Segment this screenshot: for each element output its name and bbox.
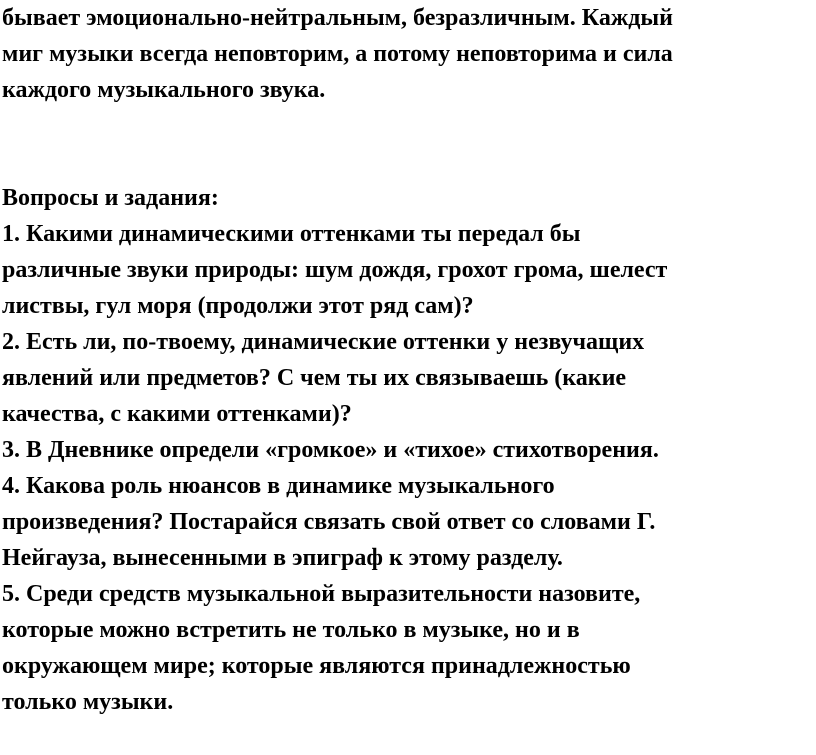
question-line: качества, с какими оттенками)? [2, 401, 352, 427]
questions-section [2, 180, 812, 720]
question-line: 1. Какими динамическими оттенками ты передал бы [2, 221, 581, 247]
question-line: листвы, гул моря (продолжи этот ряд сам)? [2, 293, 474, 319]
document-page [2, 0, 812, 720]
text-line: каждого музыкального звука. [2, 77, 326, 103]
questions-heading: Вопросы и задания: [2, 185, 219, 211]
text-line: миг музыки всегда неповторим, а потому неповторима и сила [2, 41, 673, 67]
question-line: которые можно встретить не только в музыке, но и в [2, 617, 580, 643]
question-line: 2. Есть ли, по-твоему, динамические оттенки у незвучащих [2, 329, 645, 355]
intro-paragraph [2, 0, 812, 108]
question-line: различные звуки природы: шум дождя, грохот грома, шелест [2, 257, 668, 283]
paragraph-gap [2, 108, 812, 180]
question-line: Нейгауза, вынесенными в эпиграф к этому разделу. [2, 545, 563, 571]
question-line: 4. Какова роль нюансов в динамике музыкального [2, 473, 555, 499]
text-line: бывает эмоционально-нейтральным, безразличным. Каждый [2, 5, 673, 31]
question-line: 5. Среди средств музыкальной выразительности назовите, [2, 581, 641, 607]
question-line: окружающем мире; которые являются принадлежностью [2, 653, 631, 679]
question-line: произведения? Постарайся связать свой ответ со словами Г. [2, 509, 656, 535]
question-line: явлений или предметов? С чем ты их связываешь (какие [2, 365, 627, 391]
question-line: 3. В Дневнике определи «громкое» и «тихое» стихотворения. [2, 437, 659, 463]
question-line: только музыки. [2, 689, 174, 715]
